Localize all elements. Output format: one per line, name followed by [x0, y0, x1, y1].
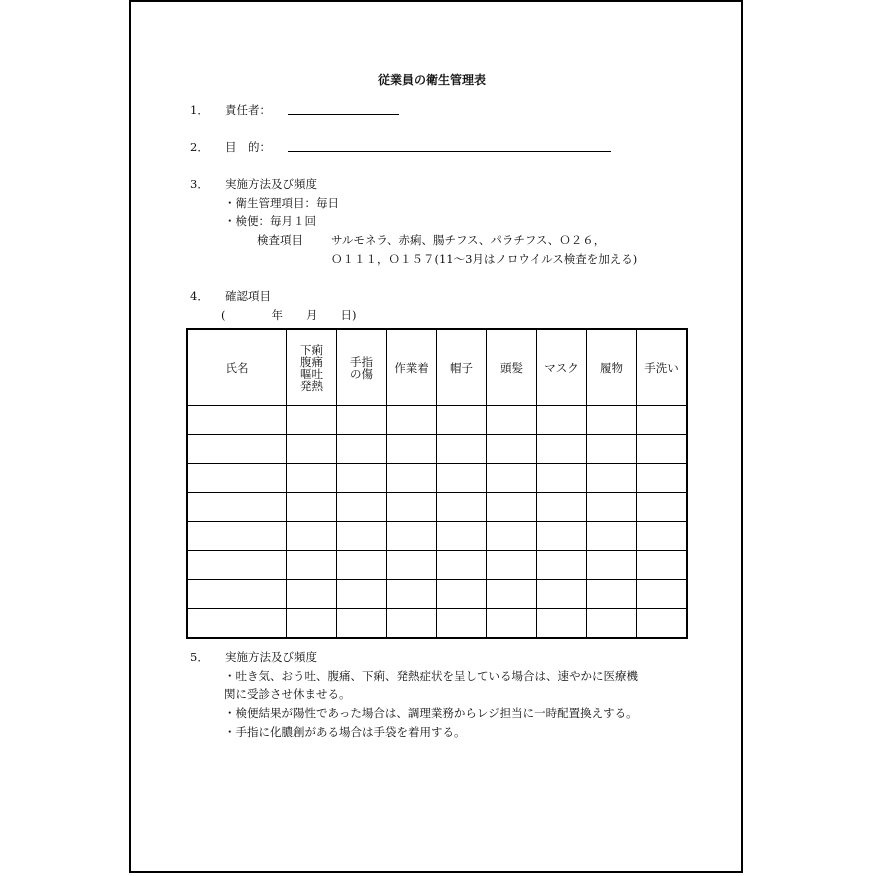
check-cell[interactable] [487, 580, 537, 609]
table-row [187, 522, 687, 551]
check-cell[interactable] [537, 406, 587, 435]
check-cell[interactable] [637, 493, 688, 522]
check-cell[interactable] [287, 609, 337, 639]
check-cell[interactable] [587, 435, 637, 464]
test-items-line-1: サルモネラ、赤痢、腸チフス、パラチフス、Ｏ２６， [331, 233, 606, 247]
check-cell[interactable] [537, 493, 587, 522]
check-cell[interactable] [287, 406, 337, 435]
policy-line-3: ・手指に化膿創がある場合は手袋を着用する。 [224, 725, 466, 739]
check-cell[interactable] [637, 406, 688, 435]
header-work-clothes: 作業着 [387, 329, 437, 406]
table-row [187, 464, 687, 493]
section-1-number: 1． [190, 103, 209, 117]
check-cell[interactable] [437, 493, 487, 522]
check-cell[interactable] [387, 609, 437, 639]
check-cell[interactable] [537, 551, 587, 580]
check-cell[interactable] [387, 406, 437, 435]
check-cell[interactable] [437, 580, 487, 609]
check-cell[interactable] [587, 551, 637, 580]
purpose-label: 目 的： [225, 140, 271, 154]
check-cell[interactable] [487, 435, 537, 464]
header-footwear: 履物 [587, 329, 637, 406]
header-hand-wound-label: 手指の傷 [349, 354, 373, 381]
check-cell[interactable] [387, 580, 437, 609]
section-4-heading: 確認項目 [225, 289, 271, 303]
section-5-number: 5． [190, 650, 209, 664]
name-cell[interactable] [187, 609, 287, 639]
table-row [187, 435, 687, 464]
check-cell[interactable] [287, 435, 337, 464]
check-cell[interactable] [587, 580, 637, 609]
policy-line-2: ・検便結果が陽性であった場合は、調理業務からレジ担当に一時配置換えする。 [224, 706, 638, 720]
check-cell[interactable] [437, 522, 487, 551]
check-cell[interactable] [637, 609, 688, 639]
check-cell[interactable] [637, 580, 688, 609]
table-row [187, 609, 687, 639]
check-cell[interactable] [537, 522, 587, 551]
check-cell[interactable] [337, 551, 387, 580]
name-cell[interactable] [187, 580, 287, 609]
table-row [187, 406, 687, 435]
check-cell[interactable] [437, 464, 487, 493]
check-table [186, 328, 688, 639]
check-cell[interactable] [337, 609, 387, 639]
check-cell[interactable] [487, 609, 537, 639]
check-cell[interactable] [337, 493, 387, 522]
check-cell[interactable] [537, 464, 587, 493]
check-cell[interactable] [537, 609, 587, 639]
name-cell[interactable] [187, 522, 287, 551]
check-cell[interactable] [337, 580, 387, 609]
check-cell[interactable] [287, 522, 337, 551]
check-cell[interactable] [437, 551, 487, 580]
check-cell[interactable] [337, 464, 387, 493]
check-cell[interactable] [637, 464, 688, 493]
check-cell[interactable] [487, 493, 537, 522]
table-row [187, 580, 687, 609]
check-cell[interactable] [337, 406, 387, 435]
table-header-row [187, 329, 687, 406]
check-cell[interactable] [487, 551, 537, 580]
purpose-blank-line [288, 151, 611, 152]
test-items-line-2: Ｏ１１１，Ｏ１５７(11～3月はノロウイルス検査を加える) [331, 252, 638, 266]
check-cell[interactable] [287, 493, 337, 522]
header-symptoms [287, 329, 337, 406]
name-cell[interactable] [187, 435, 287, 464]
check-cell[interactable] [487, 406, 537, 435]
name-cell[interactable] [187, 464, 287, 493]
responsible-label: 責任者： [225, 103, 271, 117]
check-cell[interactable] [487, 464, 537, 493]
check-cell[interactable] [287, 580, 337, 609]
check-cell[interactable] [587, 522, 637, 551]
name-cell[interactable] [187, 406, 287, 435]
stool-test-line: ・検便：毎月１回 [224, 214, 316, 228]
check-cell[interactable] [437, 609, 487, 639]
check-cell[interactable] [287, 551, 337, 580]
check-cell[interactable] [637, 551, 688, 580]
check-cell[interactable] [437, 435, 487, 464]
check-date: ( 年 月 日) [221, 308, 357, 322]
header-handwash: 手洗い [637, 329, 688, 406]
name-cell[interactable] [187, 551, 287, 580]
header-name: 氏名 [187, 329, 287, 406]
section-3-number: 3． [190, 177, 209, 191]
check-cell[interactable] [387, 464, 437, 493]
check-cell[interactable] [337, 435, 387, 464]
header-hair: 頭髪 [487, 329, 537, 406]
section-3-heading: 実施方法及び頻度 [225, 177, 317, 191]
check-cell[interactable] [287, 464, 337, 493]
check-cell[interactable] [587, 609, 637, 639]
check-cell[interactable] [587, 406, 637, 435]
policy-line-1b: 関に受診させ休ませる。 [224, 687, 351, 701]
check-cell[interactable] [487, 522, 537, 551]
header-cap: 帽子 [437, 329, 487, 406]
check-cell[interactable] [437, 406, 487, 435]
check-cell[interactable] [587, 464, 637, 493]
header-hand-wound [337, 329, 387, 406]
check-cell[interactable] [537, 580, 587, 609]
table-row [187, 493, 687, 522]
check-cell[interactable] [637, 435, 688, 464]
section-5-heading: 実施方法及び頻度 [225, 650, 317, 664]
policy-line-1a: ・吐き気、おう吐、腹痛、下痢、発熱症状を呈している場合は、速やかに医療機 [224, 669, 638, 683]
section-2-number: 2． [190, 140, 209, 154]
table-row [187, 551, 687, 580]
check-cell[interactable] [537, 435, 587, 464]
responsible-blank-line [288, 114, 399, 115]
check-cell[interactable] [387, 435, 437, 464]
test-items-label: 検査項目 [257, 233, 303, 247]
header-symptoms-label: 下痢腹痛嘔吐発熱 [299, 342, 323, 393]
check-cell[interactable] [637, 522, 688, 551]
section-4-number: 4． [190, 289, 209, 303]
header-mask: マスク [537, 329, 587, 406]
document-title: 従業員の衛生管理表 [378, 73, 487, 87]
check-cell[interactable] [587, 493, 637, 522]
check-cell[interactable] [387, 522, 437, 551]
check-cell[interactable] [387, 493, 437, 522]
check-cell[interactable] [337, 522, 387, 551]
check-cell[interactable] [387, 551, 437, 580]
name-cell[interactable] [187, 493, 287, 522]
hygiene-item-line: ・衛生管理項目：毎日 [224, 196, 339, 210]
